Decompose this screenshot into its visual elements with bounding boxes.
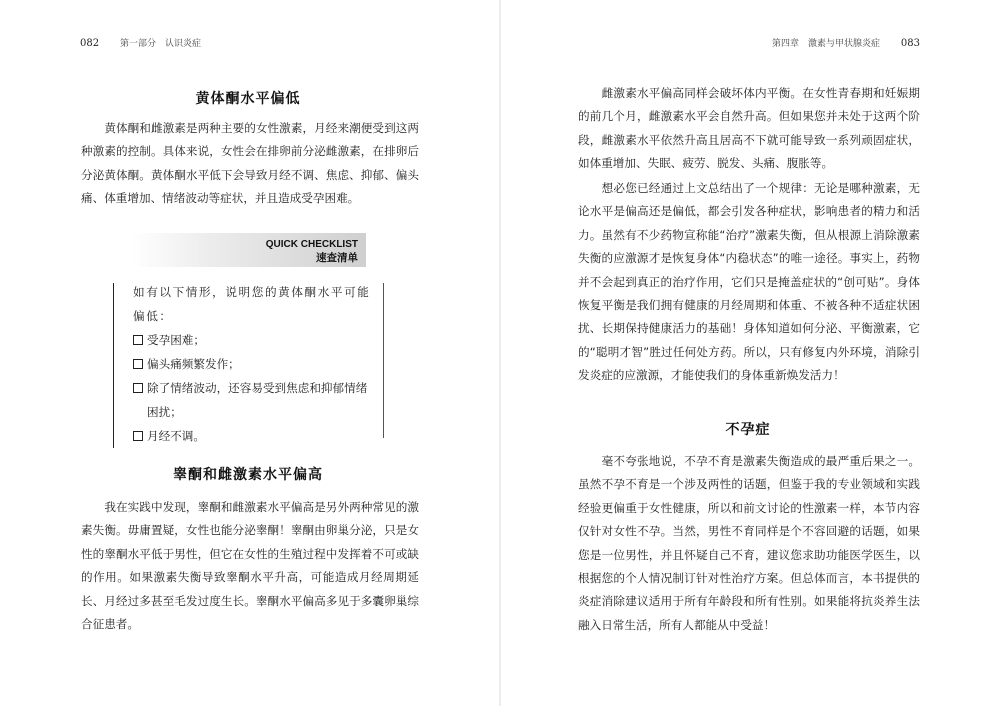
section-title-infertility: 不孕症 (725, 422, 771, 438)
right-page-number: 083 (900, 38, 920, 49)
checklist-item: 月经不调。 (133, 424, 205, 448)
checkbox-icon (133, 335, 143, 345)
section-title-high-testosterone: 睾酮和雌激素水平偏高 (173, 467, 323, 483)
book-gutter (499, 0, 501, 706)
checklist-header-cn: 速查清单 (316, 252, 358, 264)
checklist-intro: 如有以下情形，说明您的黄体酮水平可能偏低： (133, 285, 371, 323)
checkbox-icon (133, 431, 143, 441)
checklist-item: 受孕困难； (133, 328, 205, 352)
right-running-head (772, 36, 920, 49)
checklist-header-en: QUICK CHECKLIST (265, 239, 358, 250)
right-chapter-label: 第四章 激素与甲状腺炎症 (772, 39, 881, 49)
paragraph-infertility: 毫不夸张地说，不孕不育是激素失衡造成的最严重后果之一。虽然不孕不育是一个涉及两性的话题，但鉴于我的专业领域和实践经验更偏重于女性健康，所以和前文讨论的性激素一样，本节内容仅针对女性不孕。当然，男性不育同样是个不容回避的话题，如果您是一位男性，并且怀疑自己不育，建议您求助功能医学医生，以根据您的个人情况制订针对性治疗方案。但总体而言，本书提供的炎症消除建议适用于所有年龄段和所有性别。如果能将抗炎养生法融入日常生活，所有人都能从中受益！ (578, 454, 920, 632)
checkbox-icon (133, 359, 143, 369)
checklist-item-continuation: 困扰； (147, 405, 182, 419)
checklist-border-right (383, 283, 384, 438)
checkbox-icon (133, 383, 143, 393)
checklist-border-left (113, 283, 114, 448)
left-page-number: 082 (80, 38, 100, 49)
paragraph-high-testosterone: 我在实践中发现，睾酮和雌激素水平偏高是另外两种常见的激素失衡。毋庸置疑，女性也能分泌睾酮！睾酮由卵巢分泌，只是女性的睾酮水平低于男性，但它在女性的生殖过程中发挥着不可或缺的作用。如果激素失衡导致睾酮水平升高，可能造成月经周期延长、月经过多甚至毛发过度生长。睾酮水平偏高多见于多囊卵巢综合征患者。 (81, 500, 419, 632)
paragraph-low-progesterone: 黄体酮和雌激素是两种主要的女性激素，月经来潮便受到这两种激素的控制。具体来说，女性会在排卵前分泌雌激素，在排卵后分泌黄体酮。黄体酮水平低下会导致月经不调、焦虑、抑郁、偏头痛、体重增加、情绪波动等症状，并且造成受孕困难。 (81, 121, 419, 206)
checklist-item: 偏头痛频繁发作； (133, 352, 240, 376)
left-chapter-label: 第一部分 认识炎症 (119, 39, 201, 49)
checklist-header (132, 233, 366, 267)
paragraph-hormone-pattern: 想必您已经通过上文总结出了一个规律：无论是哪种激素，无论水平是偏高还是偏低，都会引发各种症状，影响患者的精力和活力。虽然有不少药物宣称能“治疗”激素失衡，但从根源上消除激素失衡的应激源才是恢复身体“内稳状态”的唯一途径。事实上，药物并不会起到真正的治疗作用，它们只是掩盖症状的“创可贴”。身体恢复平衡是我们拥有健康的月经周期和体重、不被各种不适症状困扰、长期保持健康活力的基础！身体知道如何分泌、平衡激素，它的“聪明才智”胜过任何处方药。所以，只有修复内外环境，消除引发炎症的应激源，才能使我们的身体重新焕发活力！ (578, 181, 920, 383)
checklist-item: 除了情绪波动，还容易受到焦虑和抑郁情绪 困扰； (133, 376, 377, 424)
section-title-low-progesterone: 黄体酮水平偏低 (195, 91, 301, 107)
paragraph-high-estrogen: 雌激素水平偏高同样会破坏体内平衡。在女性青春期和妊娠期的前几个月，雌激素水平会自然升高。但如果您并未处于这两个阶段，雌激素水平依然升高且居高不下就可能导致一系列顽固症状，如体重增加、失眠、疲劳、脱发、头痛、腹胀等。 (578, 86, 920, 171)
left-running-head (80, 36, 201, 49)
